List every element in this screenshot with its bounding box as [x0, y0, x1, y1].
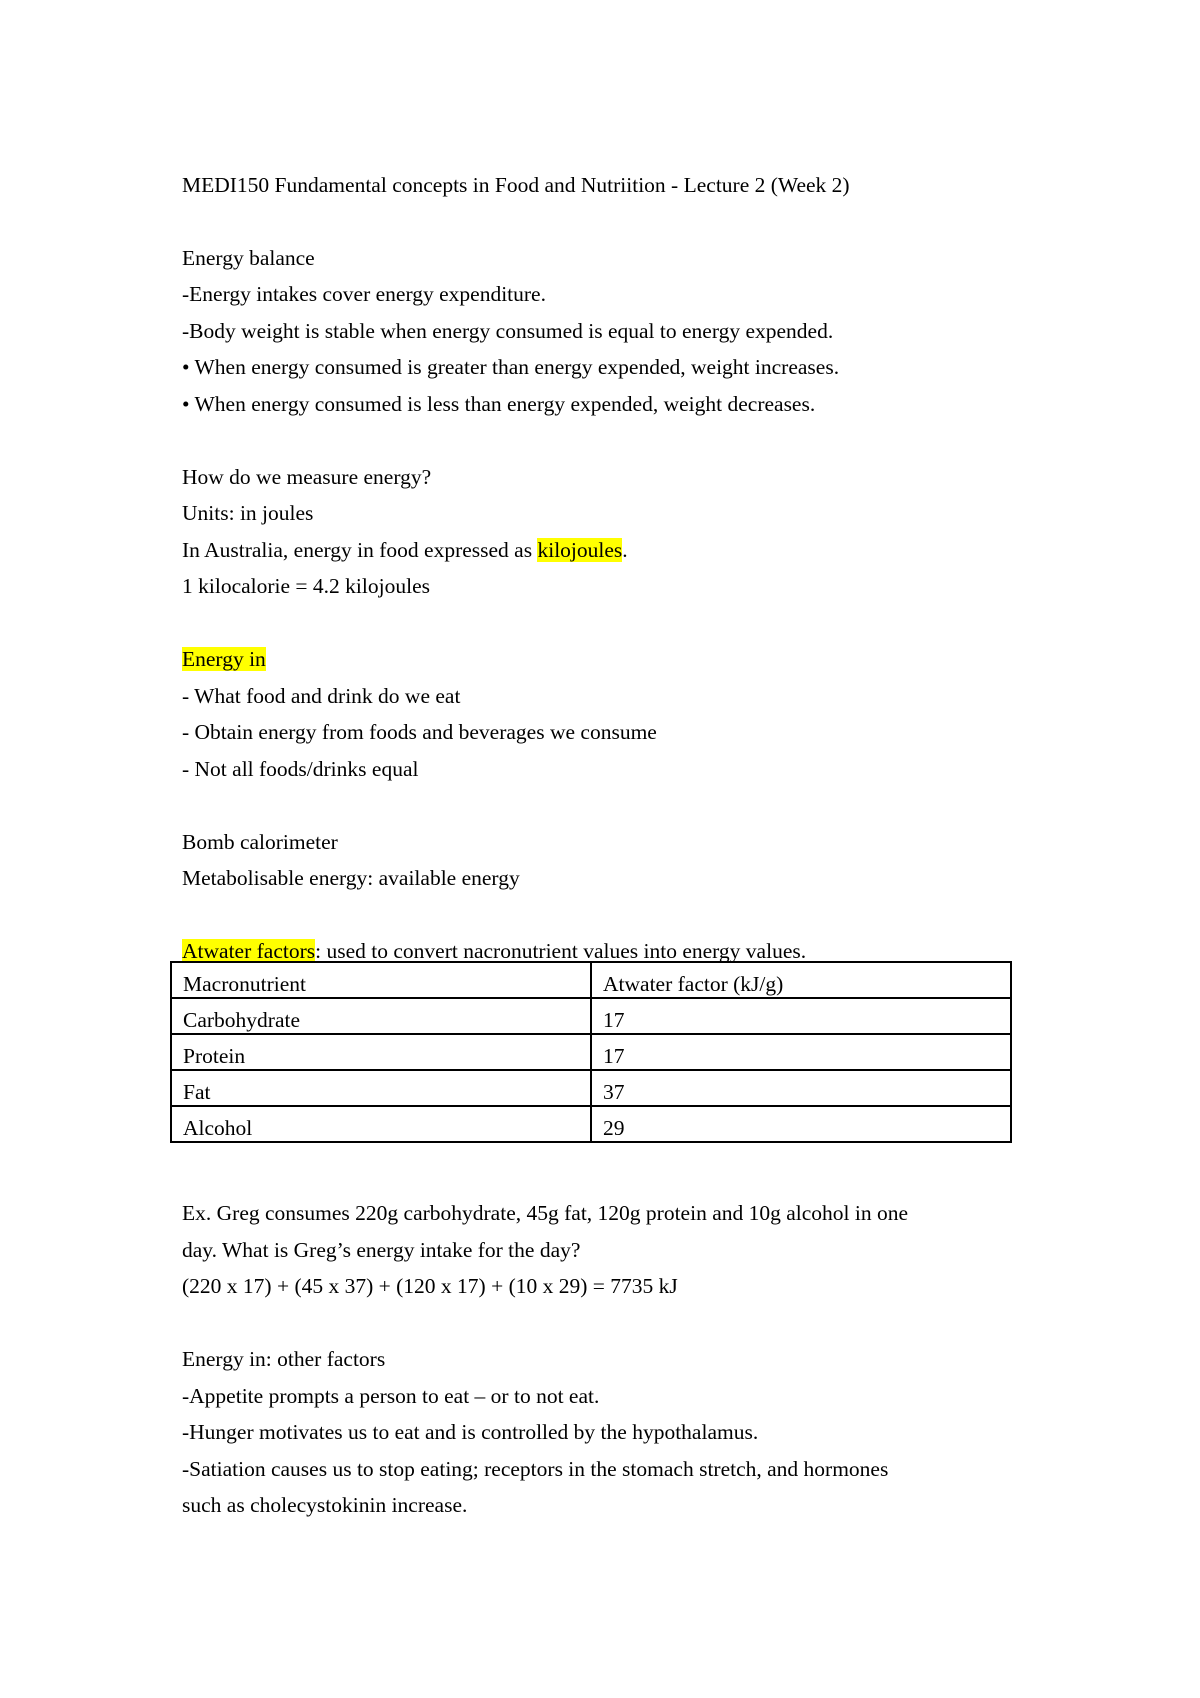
energy-in-heading — [182, 645, 266, 673]
table-row — [171, 1070, 1011, 1106]
table-cell: 17 — [591, 1034, 1011, 1070]
table-cell: Carbohydrate — [171, 998, 591, 1034]
energy-balance-line: -Body weight is stable when energy consumed is equal to energy expended. — [182, 319, 834, 343]
example-calculation: (220 x 17) + (45 x 37) + (120 x 17) + (10 x 29) = 7735 kJ — [182, 1274, 678, 1298]
document-title: MEDI150 Fundamental concepts in Food and Nutriition - Lecture 2 (Week 2) — [182, 173, 850, 197]
table-cell: 17 — [591, 998, 1011, 1034]
energy-balance-line: -Energy intakes cover energy expenditure. — [182, 282, 546, 306]
energy-in-highlight: Energy in — [182, 647, 266, 671]
energy-in-line: - Obtain energy from foods and beverages we consume — [182, 720, 657, 744]
table-row — [171, 998, 1011, 1034]
energy-balance-bullet: • When energy consumed is greater than energy expended, weight increases. — [182, 355, 840, 379]
measure-australia-suffix: . — [622, 538, 628, 562]
measure-australia — [182, 536, 628, 564]
atwater-table — [170, 961, 1012, 1143]
kilojoules-highlight: kilojoules — [537, 538, 623, 562]
energy-balance-bullet: • When energy consumed is less than energy expended, weight decreases. — [182, 392, 816, 416]
other-factors-line: -Appetite prompts a person to eat – or to not eat. — [182, 1384, 600, 1408]
table-row — [171, 1106, 1011, 1142]
example-line: Ex. Greg consumes 220g carbohydrate, 45g fat, 120g protein and 10g alcohol in one — [182, 1201, 909, 1225]
table-header-row — [171, 962, 1011, 998]
other-factors-line: -Hunger motivates us to eat and is controlled by the hypothalamus. — [182, 1420, 759, 1444]
energy-in-line: - What food and drink do we eat — [182, 684, 461, 708]
bomb-calorimeter-line: Bomb calorimeter — [182, 830, 338, 854]
measure-australia-prefix: In Australia, energy in food expressed as — [182, 538, 538, 562]
table-header-cell: Macronutrient — [171, 962, 591, 998]
energy-balance-heading: Energy balance — [182, 246, 315, 270]
measure-conversion: 1 kilocalorie = 4.2 kilojoules — [182, 574, 430, 598]
table-cell: Alcohol — [171, 1106, 591, 1142]
measure-heading: How do we measure energy? — [182, 465, 432, 489]
other-factors-line: such as cholecystokinin increase. — [182, 1493, 468, 1517]
table-cell: 29 — [591, 1106, 1011, 1142]
other-factors-heading: Energy in: other factors — [182, 1347, 386, 1371]
measure-units: Units: in joules — [182, 501, 314, 525]
table-cell: Fat — [171, 1070, 591, 1106]
table-cell: Protein — [171, 1034, 591, 1070]
example-line: day. What is Greg’s energy intake for the day? — [182, 1238, 581, 1262]
table-cell: 37 — [591, 1070, 1011, 1106]
metabolisable-energy-line: Metabolisable energy: available energy — [182, 866, 520, 890]
other-factors-line: -Satiation causes us to stop eating; receptors in the stomach stretch, and hormones — [182, 1457, 889, 1481]
atwater-factors-highlight: Atwater factors — [182, 939, 316, 963]
table-header-cell: Atwater factor (kJ/g) — [591, 962, 1011, 998]
energy-in-line: - Not all foods/drinks equal — [182, 757, 419, 781]
table-row — [171, 1034, 1011, 1070]
atwater-intro-rest: : used to convert nacronutrient values into energy values. — [315, 939, 807, 963]
